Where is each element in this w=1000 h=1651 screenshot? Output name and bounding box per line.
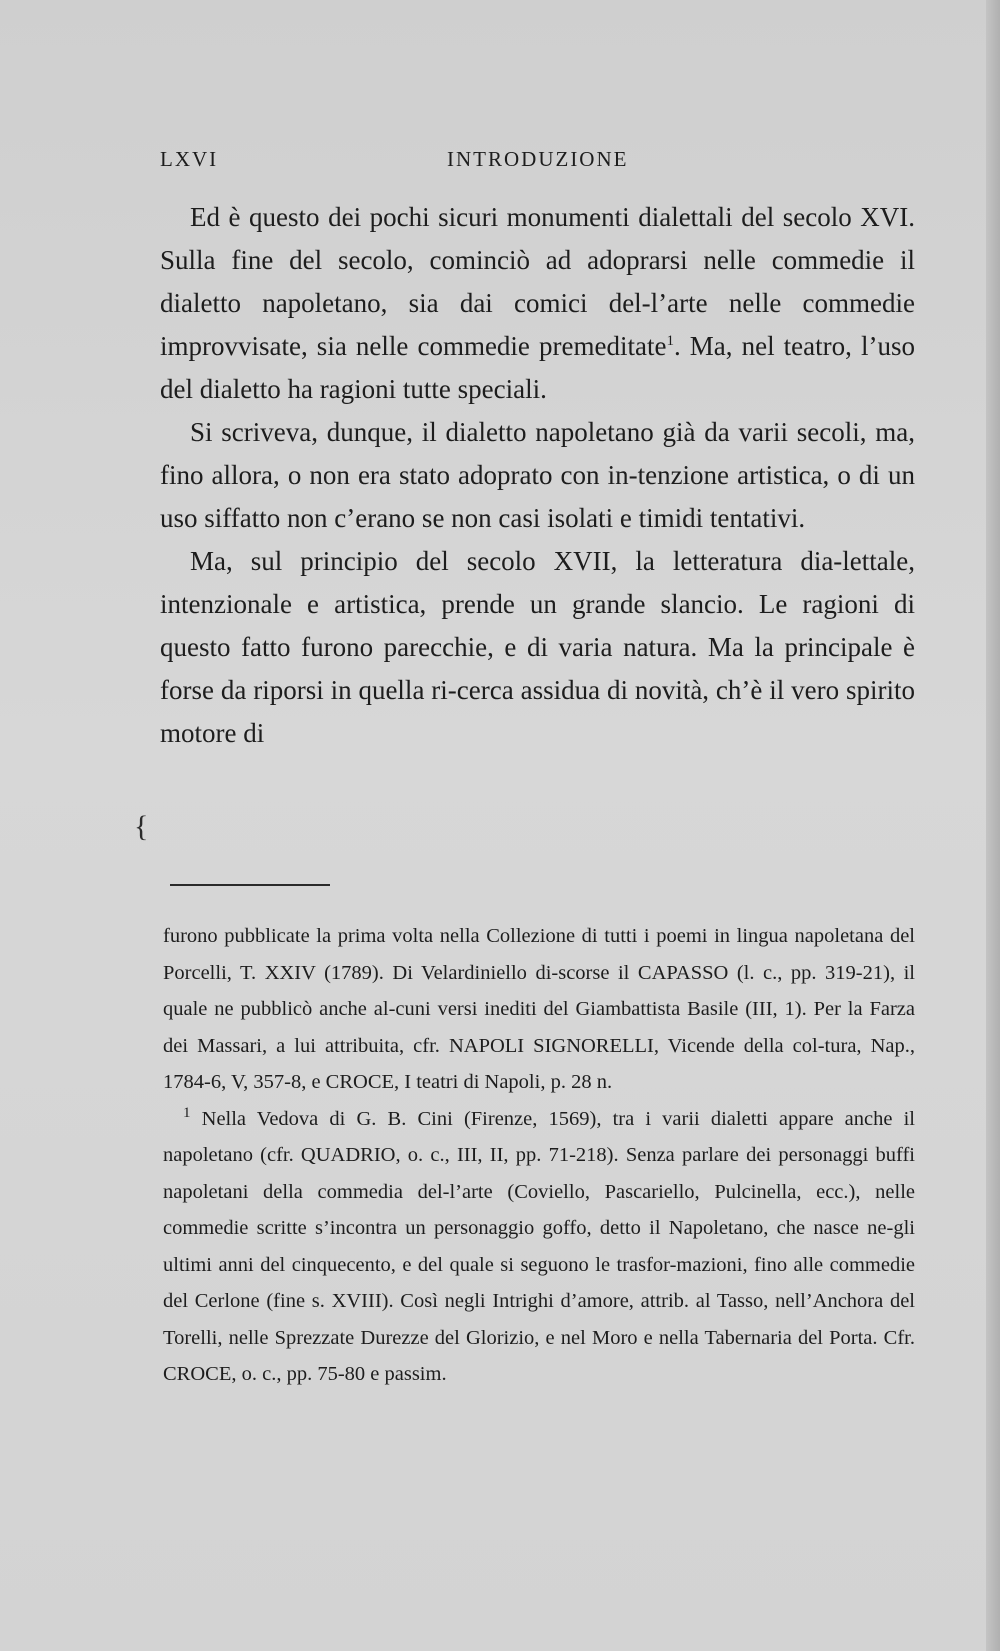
footnote-1-text: Nella Vedova di G. B. Cini (Firenze, 1569), tra i varii dialetti appare anche il napoletano (cfr. QUADRIO, o. c., III, II, pp. 71-218). Senza parlare dei personaggi buffi napoletani della commedia del-l’arte (Coviello, Pascariello, Pulcinella, ecc.), nelle commedie scritte s’incontra un personaggio goffo, detto il Napoletano, che nasce ne-gli ultimi anni del cinquecento, e del quale si seguono le trasfor-mazioni, fino alle commedie del Cerlone (fine s. XVIII). Così negli Intrighi d’amore, attrib. al Tasso, nell’Anchora del Torelli, nelle Sprezzate Durezze del Glorizio, e nel Moro e nella Tabernaria del Porta. Cfr. CROCE, o. c., pp. 75-80 e passim. (163, 1107, 916, 1385)
footnotes (163, 918, 915, 1393)
paragraph-1-text: Ed è questo dei pochi sicuri monumenti dialettali del secolo XVI. Sulla fine del secolo, cominciò ad adoprarsi nelle commedie il dialetto napoletano, sia dai comici del-l’arte nelle commedie improvvisate, sia nelle commedie premeditate (160, 202, 915, 361)
paragraph-2: Si scriveva, dunque, il dialetto napoletano già da varii secoli, ma, fino allora, o non era stato adoprato con in-tenzione artistica, o di un uso siffatto non c’erano se non casi isolati e timidi tentativi. (160, 417, 915, 533)
footnote-continuation: furono pubblicate la prima volta nella Collezione di tutti i poemi in lingua napoletana del Porcelli, T. XXIV (1789). Di Velardiniello di-scorse il CAPASSO (l. c., pp. 319-21), il quale ne pubblicò anche al-cuni versi inediti del Giambattista Basile (III, 1). Per la Farza dei Massari, a lui attribuita, cfr. NAPOLI SIGNORELLI, Vicende della col-tura, Nap., 1784-6, V, 357-8, e CROCE, I teatri di Napoli, p. 28 n. (163, 925, 915, 1093)
paragraph-1 (160, 196, 915, 411)
margin-mark: { (134, 810, 149, 843)
page-number: LXVI (160, 147, 219, 171)
footnote-1-marker: 1 (183, 1104, 191, 1121)
running-title: INTRODUZIONE (447, 147, 629, 171)
footnote-1 (163, 1101, 915, 1393)
footnote-reference: 1 (666, 333, 674, 349)
main-text (160, 196, 915, 755)
page-edge (986, 0, 1000, 1651)
paragraph-1-end: . Ma, nel teatro, l’uso del dialetto ha ragioni tutte speciali. (160, 331, 915, 404)
page-header (160, 147, 915, 177)
paragraph-3: Ma, sul principio del secolo XVII, la letteratura dia-lettale, intenzionale e artistica, prende un grande slancio. Le ragioni di questo fatto furono parecchie, e di varia natura. Ma la principale è forse da riporsi in quella ri-cerca assidua di novità, ch’è il vero spirito motore di (160, 546, 915, 748)
footnote-separator (170, 884, 330, 886)
